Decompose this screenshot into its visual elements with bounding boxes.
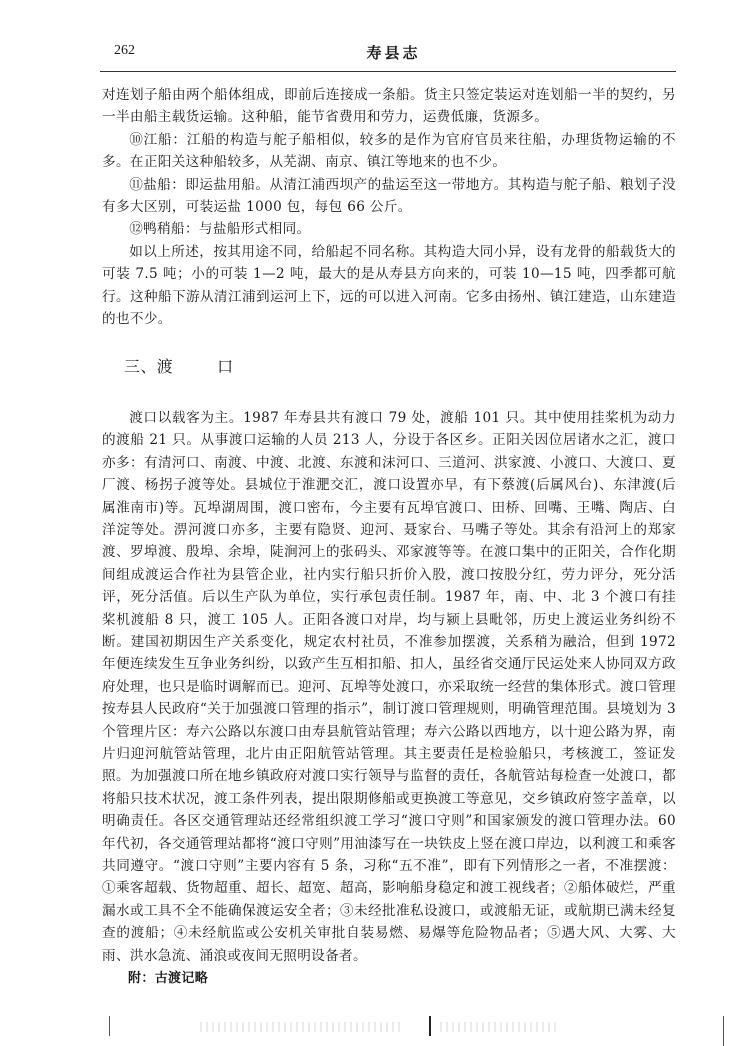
scan-line [723,1016,724,1046]
paragraph: 渡口以载客为主。1987 年寿县共有渡口 79 处，渡船 101 只。其中使用挂桨机为动力的渡船 21 只。从事渡口运输的人员 213 人，分设于各区乡。正阳关因位居诸水之汇，渡口亦多：有清河口、南渡、中渡、北渡、东渡和沫河口、三道河、洪家渡、小渡口、大渡口、夏厂渡、杨拐子渡等处。县城位于淮淝交汇，渡口设置亦早，有下蔡渡(后属风台)、东津渡(后属淮南市)等。瓦埠湖周围，渡口密布，今主要有瓦埠官渡口、田桥、回嘴、王嘴、陶店、白洋淀等处。淠河渡口亦多，主要有隐贤、迎河、聂家台、马嘴子等处。其余有沿河上的郑家渡、罗埠渡、殷埠、余埠，陡涧河上的张码头、邓家渡等等。在渡口集中的正阳关，合作化期间组成渡运合作社为县管企业，社内实行船只折价入股，渡口按股分红，劳力评分，死分活评，死分活值。后以生产队为单位，实行承包责任制。1987 年，南、中、北 3 个渡口有挂桨机渡船 8 只，渡工 105 人。正阳各渡口对岸，均与颍上县毗邻，历史上渡运业务纠纷不断。建国初期因生产关系变化，规定农村社员，不准参加摆渡，关系稍为融洽，但到 1972 年便连续发生互争业务纠纷，以致产生互相扣船、扣人，虽经省交通厅民运处来人协同双方政府处理，也只是临时调解而已。迎河、瓦埠等处渡口，亦采取统一经营的集体形式。渡口管理按寿县人民政府“关于加强渡口管理的指示”，制订渡口管理规则，明确管理范围。县境划为 3 个管理片区：寿六公路以东渡口由寿县航管站管理；寿六公路以西地方，以十迎公路为界，南片归迎河航管站管理，北片由正阳航管站管理。其主要责任是检验船只，考核渡工，签证发照。为加强渡口所在地乡镇政府对渡口实行领导与监督的责任，各航管站每检查一处渡口，都将船只技术状况，渡工条件列表，提出限期修船或更换渡工等意见，交乡镇政府签字盖章，以明确责任。各区交通管理站还经常组织渡工学习“渡口守则”和国家颁发的渡口管理办法。60 年代初，各交通管理站都将“渡口守则”用油漆写在一块铁皮上竖在渡口岸边，以利渡工和乘客共同遵守。“渡口守则”主要内容有 5 条，习称“五不准”，即有下列情形之一者，不准摆渡：①乘客超载、货物超重、超长、超宽、超高，影响船身稳定和渡工视线者；②船体破烂，严重漏水或工具不全不能确保渡运安全者；③未经批准私设渡口，或渡船无证，或航期已满未经复查的渡船；④未经航监或公安机关审批自装易燃、易爆等危险物品者；⑤遇大风、大雾、大雨、洪水急流、涌浪或夜间无照明设备者。 [102,409,676,964]
appendix-label: 附：古渡记略 [128,971,209,987]
scan-line [429,1016,431,1036]
scan-noise [200,1022,400,1032]
scan-artifacts [0,1016,747,1046]
page-header [110,43,677,63]
page-number: 262 [114,43,135,58]
section-number: 三、渡 [124,357,174,377]
paragraph: ⑩江船：江船的构造与舵子船相似，较多的是作为官府官员来往船，办理货物运输的不多。在正阳关这种船较多，从芜湖、南京、镇江等地来的也不少。 [102,131,676,171]
header-rule [100,71,676,72]
paragraph: ⑫鸭稍船：与盐船形式相同。 [129,221,311,238]
paragraph: ⑪盐船：即运盐用船。从清江浦西坝产的盐运至这一带地方。其构造与舵子船、粮划子没有多大区别，可装运盐 1000 包，每包 66 公斤。 [102,176,676,216]
section-heading [124,356,676,378]
scan-noise [440,1022,560,1032]
paragraph: 对连划子船由两个船体组成，即前后连接成一条船。货主只签定装运对连划船一半的契约，另一半由船主载货运输。这种船，能节省费用和劳力，运费低廉，货源多。 [102,87,676,126]
running-title: 寿县志 [366,44,421,62]
scan-line [109,1016,110,1036]
page-body [102,84,676,990]
section-title-rest: 口 [217,357,234,377]
paragraph: 如以上所述，按其用途不同，给船起不同名称。其构造大同小异，设有龙骨的船载货大的可装 7.5 吨；小的可装 1—2 吨，最大的是从寿县方向来的，可装 10—15 吨，四季都可航行。这种船下游从清江浦到运河上下，远的可以进入河南。它多由扬州、镇江建造，山东建造的也不少。 [102,243,676,328]
